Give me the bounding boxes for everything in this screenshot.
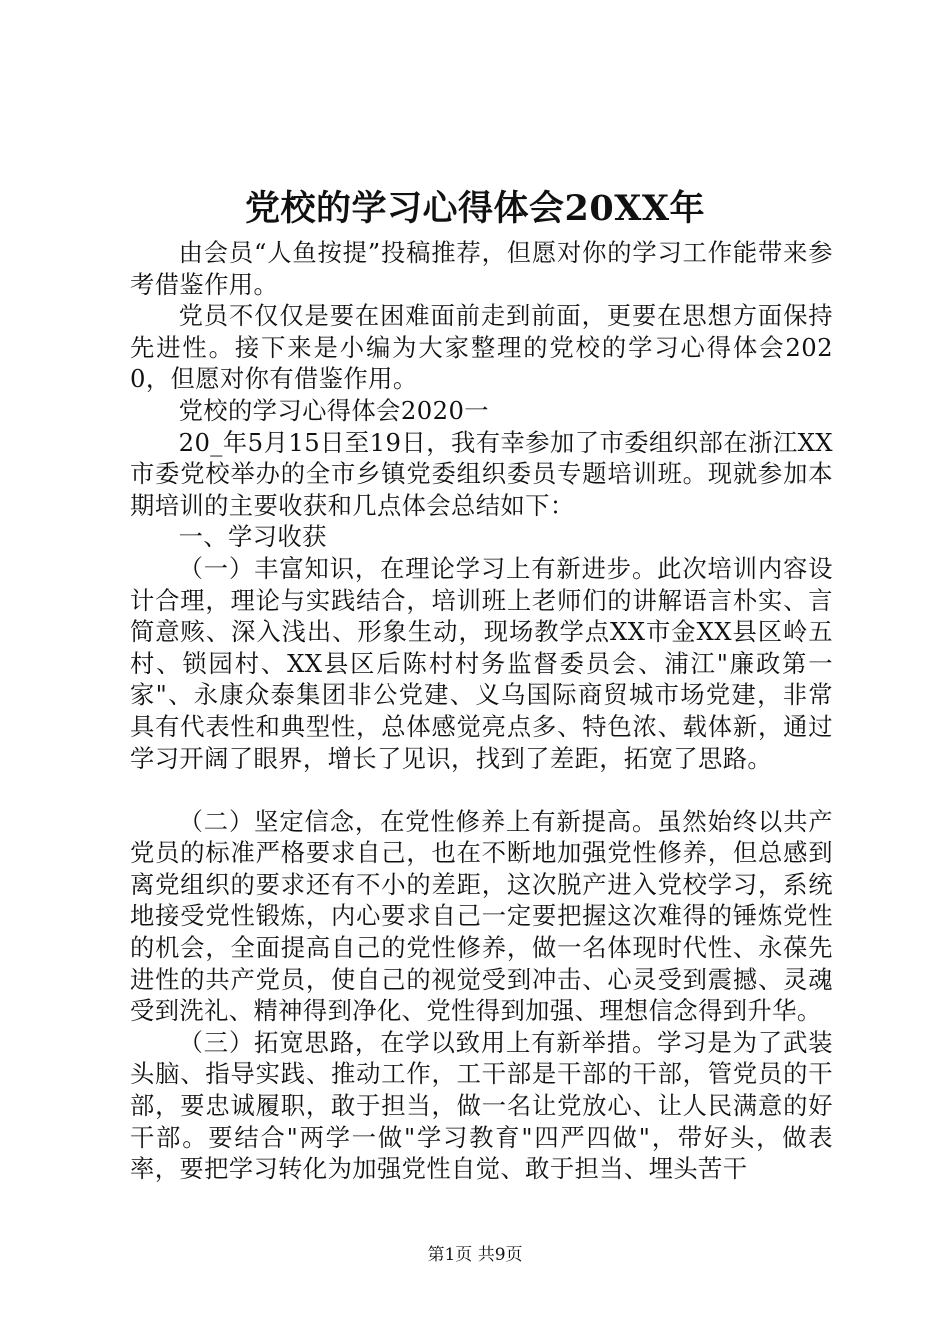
paragraph-intro: 由会员“人鱼按提”投稿推荐，但愿对你的学习工作能带来参考借鉴作用。 (130, 238, 833, 299)
document-title: 党校的学习心得体会20XX年 (244, 188, 706, 229)
paragraph-point-1: （一）丰富知识，在理论学习上有新进步。此次培训内容设计合理，理论与实践结合，培训班上老师们的讲解语言朴实、言简意赅、深入浅出、形象生动，现场教学点XX市金XX县区岭五村、锁园村、XX县区后陈村村务监督委员会、浦江"廉政第一家"、永康众泰集团非公党建、义乌国际商贸城市场党建，非常具有代表性和典型性，总体感觉亮点多、特色浓、载体新，通过学习开阔了眼界，增长了见识，找到了差距，拓宽了思路。 (130, 553, 833, 773)
subsection-heading: 一、学习收获 (178, 522, 327, 552)
paragraph-point-2: （二）坚定信念，在党性修养上有新提高。虽然始终以共产党员的标准严格要求自己，也在不断地加强党性修养，但总感到离党组织的要求还有不小的差距，这次脱产进入党校学习，系统地接受党性锻炼，内心要求自己一定要把握这次难得的锤炼党性的机会，全面提高自己的党性修养，做一名体现时代性、永葆先进性的共产党员，使自己的视觉受到冲击、心灵受到震撼、灵魂受到洗礼、精神得到净化、党性得到加强、理想信念得到升华。 (130, 806, 833, 1026)
paragraph-lead: 党员不仅仅是要在困难面前走到前面，更要在思想方面保持先进性。接下来是小编为大家整理的党校的学习心得体会2020，但愿对你有借鉴作用。 (130, 301, 833, 394)
paragraph-point-3: （三）拓宽思路，在学以致用上有新举措。学习是为了武装头脑、指导实践、推动工作，工干部是干部的干部，管党员的干部，要忠诚履职，敢于担当，做一名让党放心、让人民满意的好干部。要结合"两学一做"学习教育"四严四做"，带好头，做表率，要把学习转化为加强党性自觉、敢于担当、埋头苦干 (130, 1027, 833, 1184)
document-body (130, 237, 833, 1185)
page-number: 第1页 共9页 (427, 1245, 523, 1265)
section-heading: 党校的学习心得体会2020一 (178, 395, 489, 425)
paragraph-training: 20_年5月15日至19日，我有幸参加了市委组织部在浙江XX市委党校举办的全市乡镇党委组织委员专题培训班。现就参加本期培训的主要收获和几点体会总结如下： (130, 427, 833, 520)
